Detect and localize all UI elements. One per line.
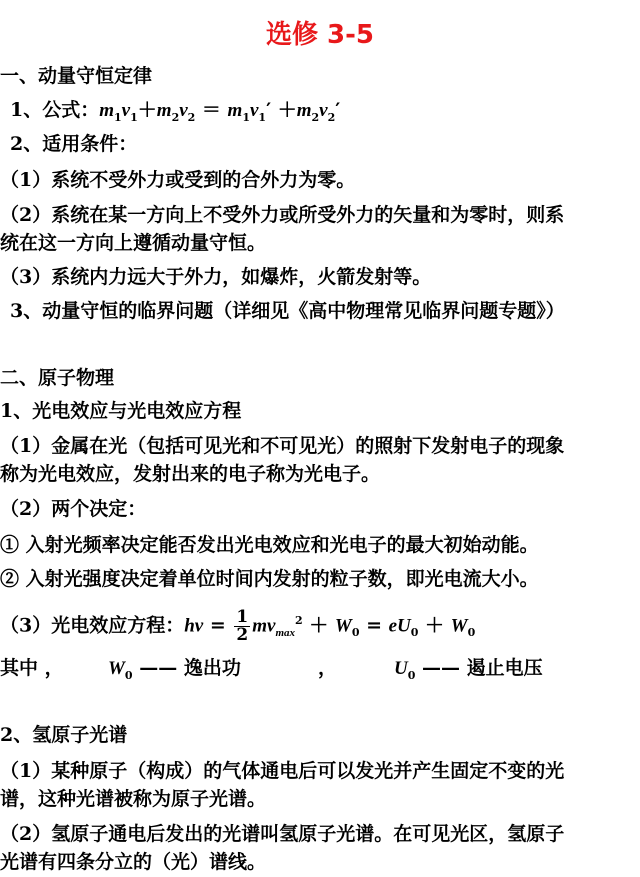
spectrum-p1-line-2: 谱，这种光谱被称为原子光谱。 [0,788,267,810]
spectrum-p2-line-1: （2）氢原子通电后发出的光谱叫氢原子光谱。在可见光区，氢原子 [0,823,565,845]
spectrum-p1-line-1: （1）某种原子（构成）的气体通电后可以发光并产生固定不变的光 [0,760,565,782]
photoelectric-heading: 1、光电效应与光电效应方程 [0,400,242,422]
one-half-fraction: $\frac{1}{2}$ [236,606,249,645]
factor-frequency: ① 入射光频率决定能否发出光电效应和光电子的最大初始动能。 [0,534,539,556]
condition-2-line-1: （2）系统在某一方向上不受外力或所受外力的矢量和为零时，则系 [0,204,565,226]
photoelectric-def-line-2: 称为光电效应，发射出来的电子称为光电子。 [0,463,381,485]
formula-label: 1、公式： [10,99,100,121]
two-factors-label: （2）两个决定： [0,498,147,520]
factor-intensity: ② 入射光强度决定着单位时间内发射的粒子数，即光电流大小。 [0,568,539,590]
photoelectric-equation: （3）光电效应方程：hv = $\frac{1}{2}$ $mv_{max}^2 + W_0 = eU_0 + W_0$ [0,606,476,645]
symbol-definitions: 其中 ， $W_0$ —— 逸出功 ， $U_0$ —— 遏止电压 [0,657,543,682]
hydrogen-spectrum-heading: 2、氢原子光谱 [0,724,128,746]
condition-1: （1）系统不受外力或受到的合外力为零。 [0,169,356,191]
where-label: 其中 ， [0,657,64,679]
work-function-label: 逸出功 [183,657,241,679]
condition-2-line-2: 统在这一方向上遵循动量守恒。 [0,232,267,254]
section-1-heading: 一、动量守恒定律 [0,65,153,87]
stopping-voltage-label: 遏止电压 [466,657,543,679]
spectrum-p2-line-2: 光谱有四条分立的（光）谱线。 [0,851,267,873]
photoelectric-def-line-1: （1）金属在光（包括可见光和不可见光）的照射下发射电子的现象 [0,435,565,457]
momentum-formula: 1、公式：$m_1v_1+m_2v_2 = m_1v_1' +m_2v_2'$ [10,99,341,124]
conditions-label: 2、适用条件： [10,133,138,155]
condition-3: （3）系统内力远大于外力，如爆炸，火箭发射等。 [0,266,432,288]
section-2-heading: 二、原子物理 [0,367,115,389]
critical-problem-item: 3、动量守恒的临界问题（详细见《高中物理常见临界问题专题》） [10,300,565,322]
page-title: 选修 3-5 [265,20,375,50]
equation-label: （3）光电效应方程： [0,614,185,637]
